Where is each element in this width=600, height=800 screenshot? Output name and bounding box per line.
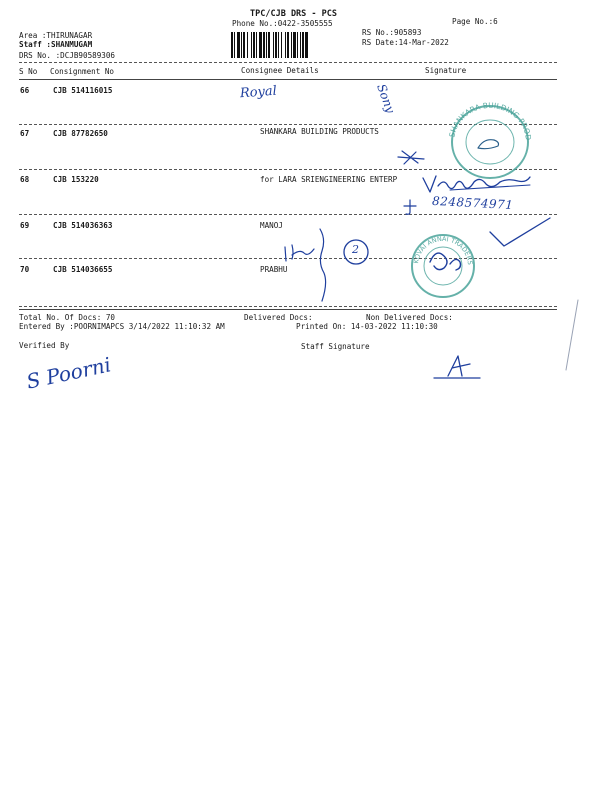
header-divider bbox=[19, 62, 557, 63]
barcode-bar bbox=[278, 32, 279, 58]
barcode-bar bbox=[297, 32, 298, 58]
staff-field: Staff :SHANMUGAM bbox=[19, 40, 93, 49]
row-67-consignee: SHANKARA BUILDING PRODUCTS bbox=[260, 127, 379, 136]
barcode-bar bbox=[234, 32, 235, 58]
staff-signature-mark bbox=[430, 350, 490, 384]
footer-divider bbox=[19, 306, 557, 307]
barcode-bar bbox=[302, 32, 304, 58]
row-70-consignment: CJB 514036655 bbox=[53, 265, 113, 274]
row-70-sno: 70 bbox=[20, 265, 30, 274]
row-70-consignee: PRABHU bbox=[260, 265, 288, 274]
column-consignment: Consignment No bbox=[50, 67, 115, 76]
row-66-handwritten-name: Royal bbox=[239, 83, 278, 102]
barcode-bar bbox=[266, 32, 267, 58]
row-68-consignee: for LARA SRIENGINEERING ENTERP bbox=[260, 175, 398, 184]
total-docs: Total No. Of Docs: 70 bbox=[19, 313, 116, 322]
column-sno: S No bbox=[19, 67, 38, 76]
barcode-graphic bbox=[230, 32, 352, 58]
row-66-handwritten-sign: Sony bbox=[374, 82, 398, 116]
delivered-docs: Delivered Docs: bbox=[244, 313, 313, 322]
row-69-sno: 69 bbox=[20, 221, 30, 230]
row-69-consignee: MANOJ bbox=[260, 221, 283, 230]
barcode-bar bbox=[273, 32, 274, 58]
barcode bbox=[230, 32, 352, 58]
row-68-initial-mark bbox=[400, 198, 420, 216]
barcode-bar bbox=[275, 32, 277, 58]
row-68-signature bbox=[420, 172, 535, 196]
barcode-bar bbox=[259, 32, 262, 58]
row-69-signature bbox=[280, 225, 400, 305]
row-67-consignment: CJB 87782650 bbox=[53, 129, 108, 138]
margin-ink-stroke bbox=[548, 280, 588, 380]
footer-divider-solid bbox=[19, 309, 557, 310]
barcode-bar bbox=[241, 32, 242, 58]
barcode-bar bbox=[285, 32, 286, 58]
barcode-bar bbox=[231, 32, 233, 58]
row-66-consignment: CJB 514116015 bbox=[53, 86, 113, 95]
row-67-signature-mark bbox=[396, 148, 426, 168]
barcode-bar bbox=[263, 32, 265, 58]
column-consignee: Consignee Details bbox=[241, 66, 319, 75]
barcode-bar bbox=[300, 32, 301, 58]
row-68-sno: 68 bbox=[20, 175, 30, 184]
barcode-bar bbox=[253, 32, 255, 58]
stamp-2-text: KOVAI ANNAI TRADERS bbox=[412, 234, 475, 266]
rs-date: RS Date:14-Mar-2022 bbox=[362, 38, 449, 47]
company-stamp-1 bbox=[437, 93, 540, 180]
printed-on: Printed On: 14-03-2022 11:10:30 bbox=[296, 322, 438, 331]
entered-by: Entered By :POORNIMAPCS 3/14/2022 11:10:32 AM bbox=[19, 322, 225, 331]
barcode-bar bbox=[237, 32, 240, 58]
barcode-bar bbox=[256, 32, 257, 58]
non-delivered-docs: Non Delivered Docs: bbox=[366, 313, 453, 322]
verified-by-signature: S Poorni bbox=[24, 352, 114, 394]
report-title: TPC/CJB DRS - PCS bbox=[250, 9, 337, 19]
rs-number: RS No.:905893 bbox=[362, 28, 422, 37]
barcode-bar bbox=[287, 32, 289, 58]
barcode-bar bbox=[247, 32, 248, 58]
column-header-divider bbox=[19, 79, 557, 80]
row-66-sno: 66 bbox=[20, 86, 30, 95]
column-signature: Signature bbox=[425, 66, 467, 75]
barcode-bar bbox=[268, 32, 270, 58]
barcode-bar bbox=[243, 32, 245, 58]
row-70-signature bbox=[420, 212, 560, 292]
barcode-bar bbox=[281, 32, 282, 58]
barcode-bar bbox=[291, 32, 292, 58]
row-69-consignment: CJB 514036363 bbox=[53, 221, 113, 230]
page-number: Page No.:6 bbox=[452, 17, 498, 26]
row-68-phone-handwritten: 8248574971 bbox=[431, 193, 514, 213]
barcode-bar bbox=[293, 32, 296, 58]
verified-by-label: Verified By bbox=[19, 341, 70, 350]
phone-number: Phone No.:0422-3505555 bbox=[232, 19, 333, 28]
row-68-consignment: CJB 153220 bbox=[53, 175, 99, 184]
row-67-sno: 67 bbox=[20, 129, 30, 138]
drs-number: DRS No. :DCJB90589306 bbox=[19, 51, 116, 60]
row-69-handwritten-mark: 2 bbox=[352, 243, 359, 256]
stamp-1-text: SHANKARA BUILDING PRODUCTS bbox=[437, 93, 534, 141]
barcode-bar bbox=[251, 32, 252, 58]
staff-signature-label: Staff Signature bbox=[301, 342, 370, 351]
barcode-bar bbox=[305, 32, 308, 58]
area-field: Area :THIRUNAGAR bbox=[19, 31, 93, 40]
